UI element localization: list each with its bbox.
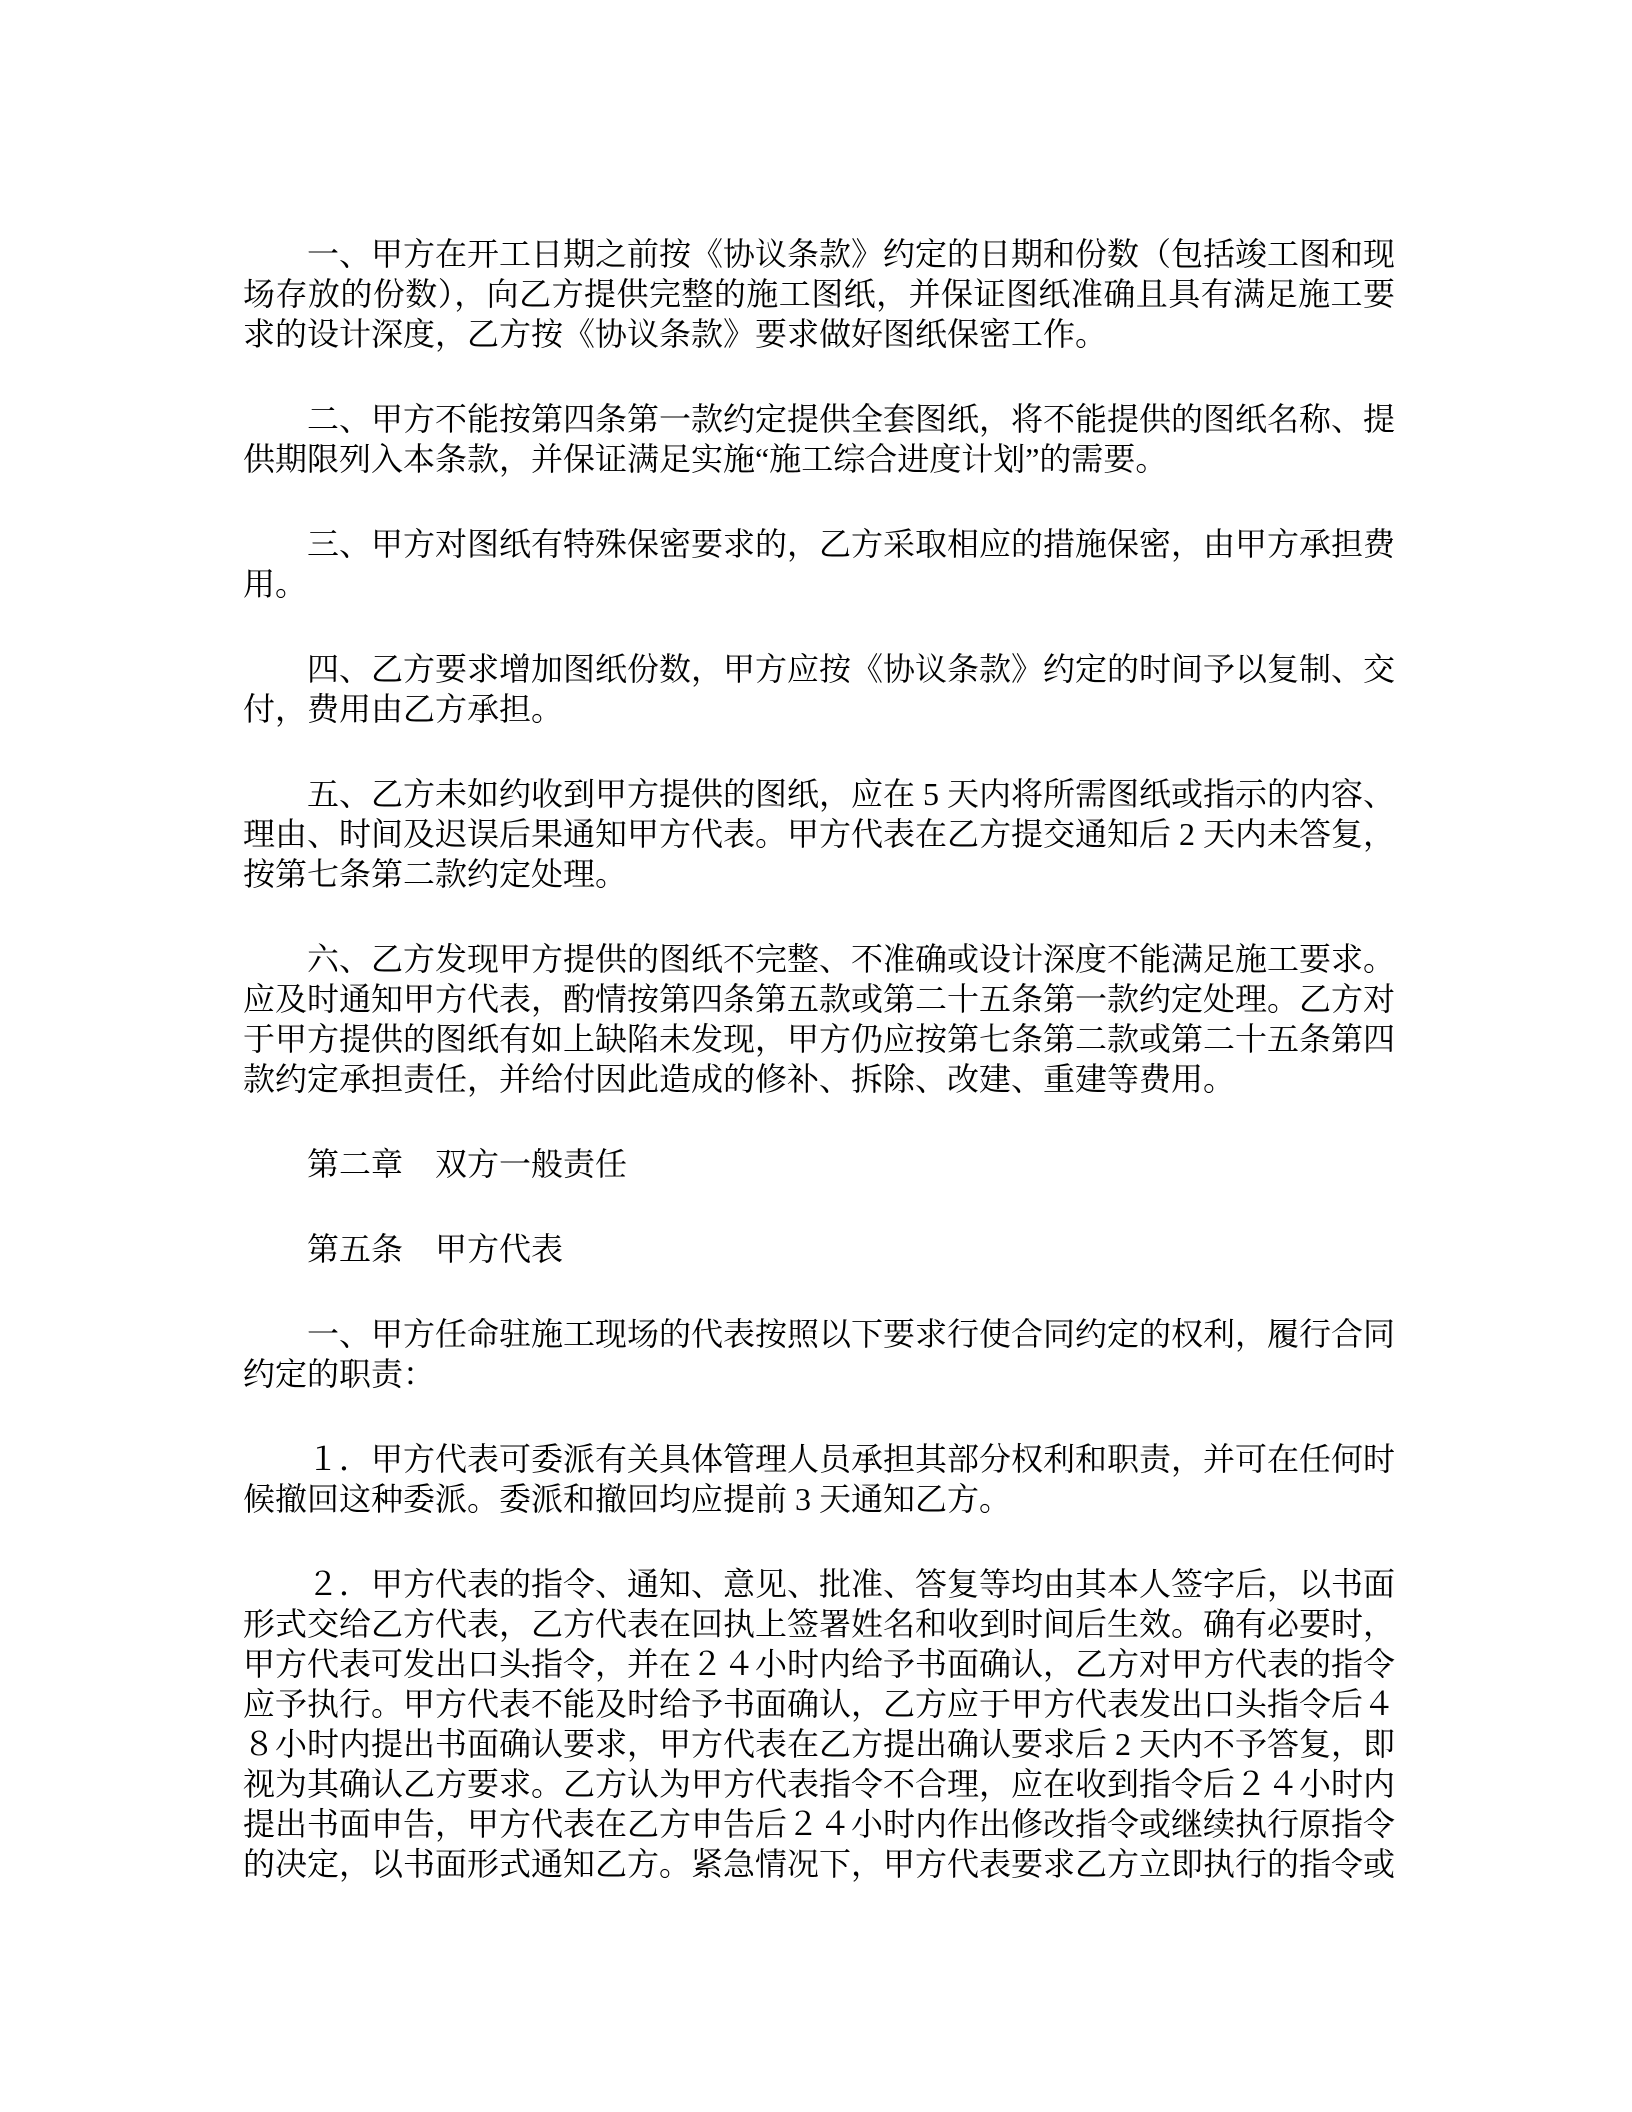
article-heading: 第五条 甲方代表 xyxy=(307,1231,564,1267)
contract-text-block xyxy=(243,234,1395,1884)
contract-paragraph: 一、甲方任命驻施工现场的代表按照以下要求行使合同约定的权利，履行合同约定的职责： xyxy=(243,1316,1396,1392)
contract-paragraph: 四、乙方要求增加图纸份数，甲方应按《协议条款》约定的时间予以复制、交付，费用由乙方承担。 xyxy=(243,651,1396,727)
contract-paragraph: ２．甲方代表的指令、通知、意见、批准、答复等均由其本人签字后，以书面形式交给乙方代表，乙方代表在回执上签署姓名和收到时间后生效。确有必要时，甲方代表可发出口头指令，并在２４小时内给予书面确认，乙方对甲方代表的指令应予执行。甲方代表不能及时给予书面确认，乙方应于甲方代表发出口头指令后４８小时内提出书面确认要求，甲方代表在乙方提出确认要求后 2 天内不予答复，即视为其确认乙方要求。乙方认为甲方代表指令不合理，应在收到指令后２４小时内提出书面申告，甲方代表在乙方申告后２４小时内作出修改指令或继续执行原指令的决定，以书面形式通知乙方。紧急情况下，甲方代表要求乙方立即执行的指令或 xyxy=(243,1566,1396,1882)
contract-paragraph: 五、乙方未如约收到甲方提供的图纸，应在 5 天内将所需图纸或指示的内容、理由、时间及迟误后果通知甲方代表。甲方代表在乙方提交通知后 2 天内未答复，按第七条第二款约定处理。 xyxy=(243,776,1396,892)
chapter-heading: 第二章 双方一般责任 xyxy=(307,1146,628,1182)
contract-paragraph: 三、甲方对图纸有特殊保密要求的，乙方采取相应的措施保密，由甲方承担费用。 xyxy=(243,526,1396,602)
contract-paragraph: 六、乙方发现甲方提供的图纸不完整、不准确或设计深度不能满足施工要求。应及时通知甲方代表，酌情按第四条第五款或第二十五条第一款约定处理。乙方对于甲方提供的图纸有如上缺陷未发现，甲方仍应按第七条第二款或第二十五条第四款约定承担责任，并给付因此造成的修补、拆除、改建、重建等费用。 xyxy=(243,941,1396,1097)
contract-paragraph: １．甲方代表可委派有关具体管理人员承担其部分权利和职责，并可在任何时候撤回这种委派。委派和撤回均应提前 3 天通知乙方。 xyxy=(243,1441,1396,1517)
contract-paragraph: 二、甲方不能按第四条第一款约定提供全套图纸，将不能提供的图纸名称、提供期限列入本条款，并保证满足实施“施工综合进度计划”的需要。 xyxy=(243,401,1396,477)
contract-paragraph: 一、甲方在开工日期之前按《协议条款》约定的日期和份数（包括竣工图和现场存放的份数），向乙方提供完整的施工图纸，并保证图纸准确且具有满足施工要求的设计深度，乙方按《协议条款》要求做好图纸保密工作。 xyxy=(243,236,1396,352)
